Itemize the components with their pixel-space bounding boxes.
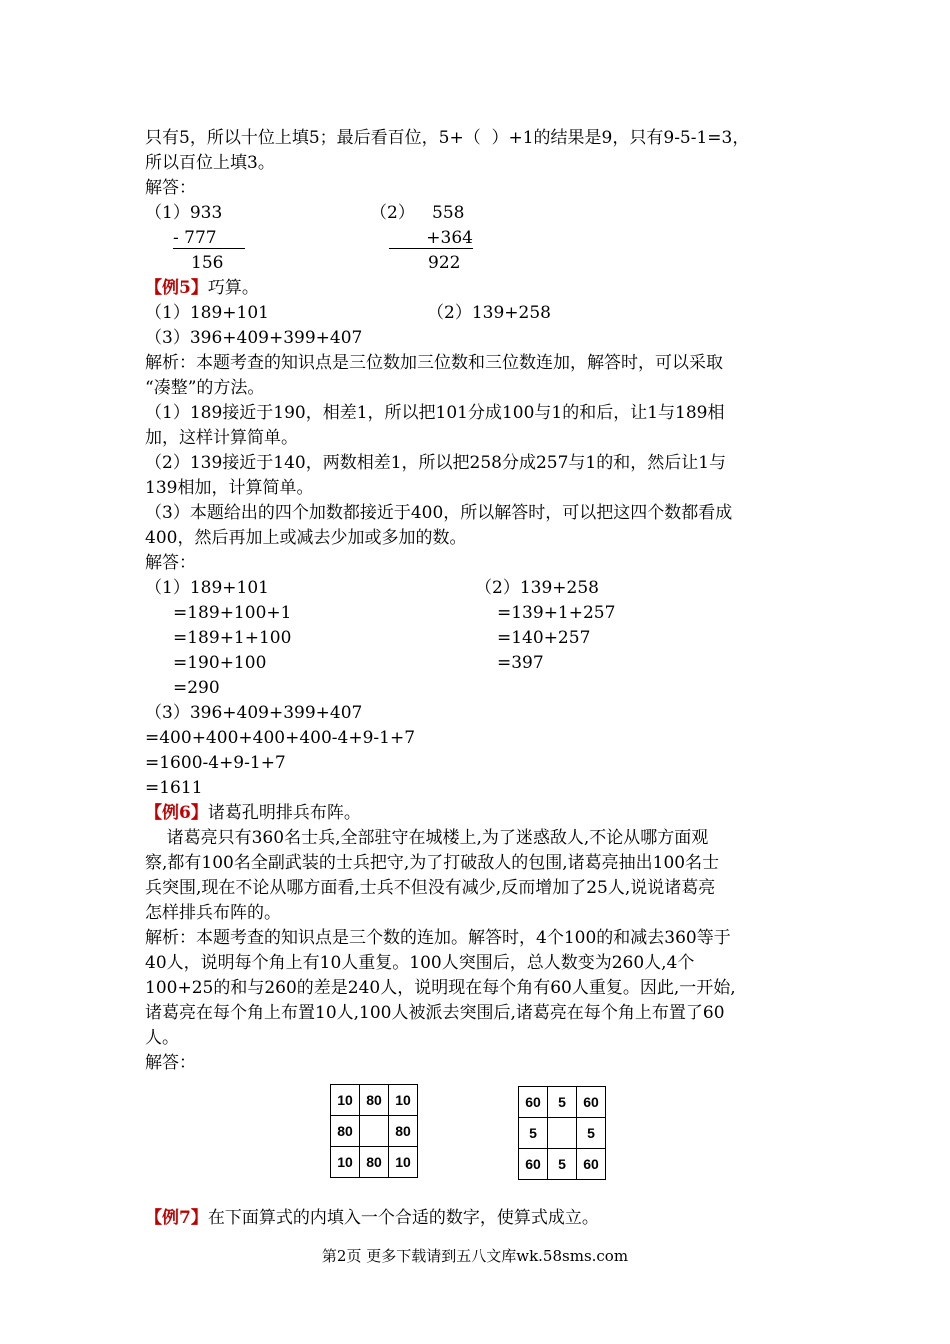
ex6-analysis-2: 100+25的和与260的差是240人，说明现在每个角有60人重复。因此,一开始, [145, 978, 736, 998]
ex6-problem-1: 察,都有100名全副武装的士兵把守,为了打破敌人的包围,诸葛亮抽出100名士 [145, 853, 720, 873]
ex6-analysis-3: 诸葛亮在每个角上布置10人,100人被派去突围后,诸葛亮在每个角上布置了60 [145, 1003, 725, 1023]
ex6-title: 诸葛孔明排兵布阵。 [207, 803, 361, 823]
ex5-analysis-1: “凑整”的方法。 [145, 378, 265, 398]
sol3-line: =400+400+400+400-4+9-1+7 [145, 728, 416, 748]
ex5-q3: （3）396+409+399+407 [145, 328, 363, 348]
grid-before [330, 1084, 418, 1178]
grid2-cell [548, 1118, 577, 1149]
ex5-q2: （2）139+258 [427, 303, 551, 323]
page-footer: 第2页 更多下载请到五八文库wk.58sms.com [321, 1247, 629, 1265]
calc2-label: （2） [370, 203, 415, 223]
ex5-title: 巧算。 [207, 278, 259, 298]
grid1-cell: 10 [389, 1147, 418, 1178]
calc1-line1: （1）933 [145, 203, 223, 223]
ex5-analysis-0: 解析：本题考查的知识点是三位数加三位数和三位数连加，解答时，可以采取 [145, 353, 723, 373]
intro-line-1: 只有5，所以十位上填5；最后看百位，5+（ ）+1的结果是9，只有9-5-1=3， [145, 128, 750, 148]
intro-line-2: 所以百位上填3。 [145, 153, 275, 173]
ex6-problem-3: 怎样排兵布阵的。 [145, 903, 281, 923]
ex5-analysis-3: 加，这样计算简单。 [145, 428, 298, 448]
ex5-analysis-6: （3）本题给出的四个加数都接近于400，所以解答时，可以把这四个数都看成 [145, 503, 733, 523]
grid1-cell: 80 [360, 1085, 389, 1116]
sol1-line: =290 [173, 678, 220, 698]
grid1-cell: 10 [331, 1147, 360, 1178]
grid2-cell: 5 [577, 1118, 606, 1149]
ex7-heading [145, 1206, 810, 1231]
ex5-answer-label: 解答： [145, 553, 196, 573]
ex6-answer-label: 解答： [145, 1053, 196, 1073]
calc2-result: 922 [428, 253, 461, 273]
grid2-cell: 60 [519, 1087, 548, 1118]
ex6-analysis-1: 40人，说明每个角上有10人重复。100人突围后，总人数变为260人,4个 [145, 953, 695, 973]
grid1-cell [360, 1116, 389, 1147]
ex6-problem-2: 兵突围,现在不论从哪方面看,士兵不但没有减少,反而增加了25人,说说诸葛亮 [145, 878, 716, 898]
grid2-cell: 60 [577, 1149, 606, 1180]
ex5-analysis-4: （2）139接近于140，两数相差1，所以把258分成257与1的和，然后让1与 [145, 453, 727, 473]
ex7-text: 在下面算式的内填入一个合适的数字，使算式成立。 [207, 1208, 599, 1228]
ex6-heading [145, 801, 810, 826]
ex5-analysis-7: 400，然后再加上或减去少加或多加的数。 [145, 528, 467, 548]
ex6-tag: 【例6】 [145, 803, 208, 823]
document-body [145, 126, 810, 1231]
answer-label: 解答： [145, 178, 196, 198]
ex6-grids [145, 1076, 810, 1206]
ex5-analysis-5: 139相加，计算简单。 [145, 478, 314, 498]
grid1-cell: 80 [331, 1116, 360, 1147]
grid2-cell: 60 [519, 1149, 548, 1180]
ex5-solutions [145, 576, 810, 701]
grid2-cell: 5 [519, 1118, 548, 1149]
sol1-line: =189+1+100 [173, 628, 292, 648]
grid1-cell: 80 [389, 1116, 418, 1147]
calc2-line1: 558 [432, 203, 465, 223]
ex6-analysis-0: 解析：本题考查的知识点是三个数的连加。解答时，4个100的和减去360等于 [145, 928, 731, 948]
grid-after [518, 1086, 606, 1180]
grid2-cell: 5 [548, 1087, 577, 1118]
vertical-calculations [145, 201, 810, 276]
grid1-cell: 10 [331, 1085, 360, 1116]
ex5-q1: （1）189+101 [145, 303, 269, 323]
ex6-analysis-4: 人。 [145, 1028, 179, 1048]
calc1-line2: - 777 [173, 226, 245, 249]
sol1-line: （1）189+101 [145, 578, 269, 598]
grid2-cell: 5 [548, 1149, 577, 1180]
sol3-line: =1611 [145, 778, 203, 798]
sol1-line: =189+100+1 [173, 603, 292, 623]
ex5-questions-row [145, 301, 810, 326]
ex5-analysis-2: （1）189接近于190，相差1，所以把101分成100与1的和后，让1与189相 [145, 403, 725, 423]
grid1-cell: 80 [360, 1147, 389, 1178]
ex5-heading [145, 276, 810, 301]
sol3-line: =1600-4+9-1+7 [145, 753, 286, 773]
sol3-line: （3）396+409+399+407 [145, 703, 363, 723]
sol2-line: （2）139+258 [475, 578, 599, 598]
grid2-cell: 60 [577, 1087, 606, 1118]
sol2-line: =139+1+257 [497, 603, 616, 623]
grid1-cell: 10 [389, 1085, 418, 1116]
calc2-line2: +364 [389, 226, 473, 249]
ex7-tag: 【例7】 [145, 1208, 208, 1228]
calc1-result: 156 [191, 253, 224, 273]
sol2-line: =397 [497, 653, 544, 673]
sol2-line: =140+257 [497, 628, 591, 648]
ex6-problem-0: 诸葛亮只有360名士兵,全部驻守在城楼上,为了迷惑敌人,不论从哪方面观 [145, 828, 709, 848]
ex5-tag: 【例5】 [145, 278, 208, 298]
sol1-line: =190+100 [173, 653, 267, 673]
